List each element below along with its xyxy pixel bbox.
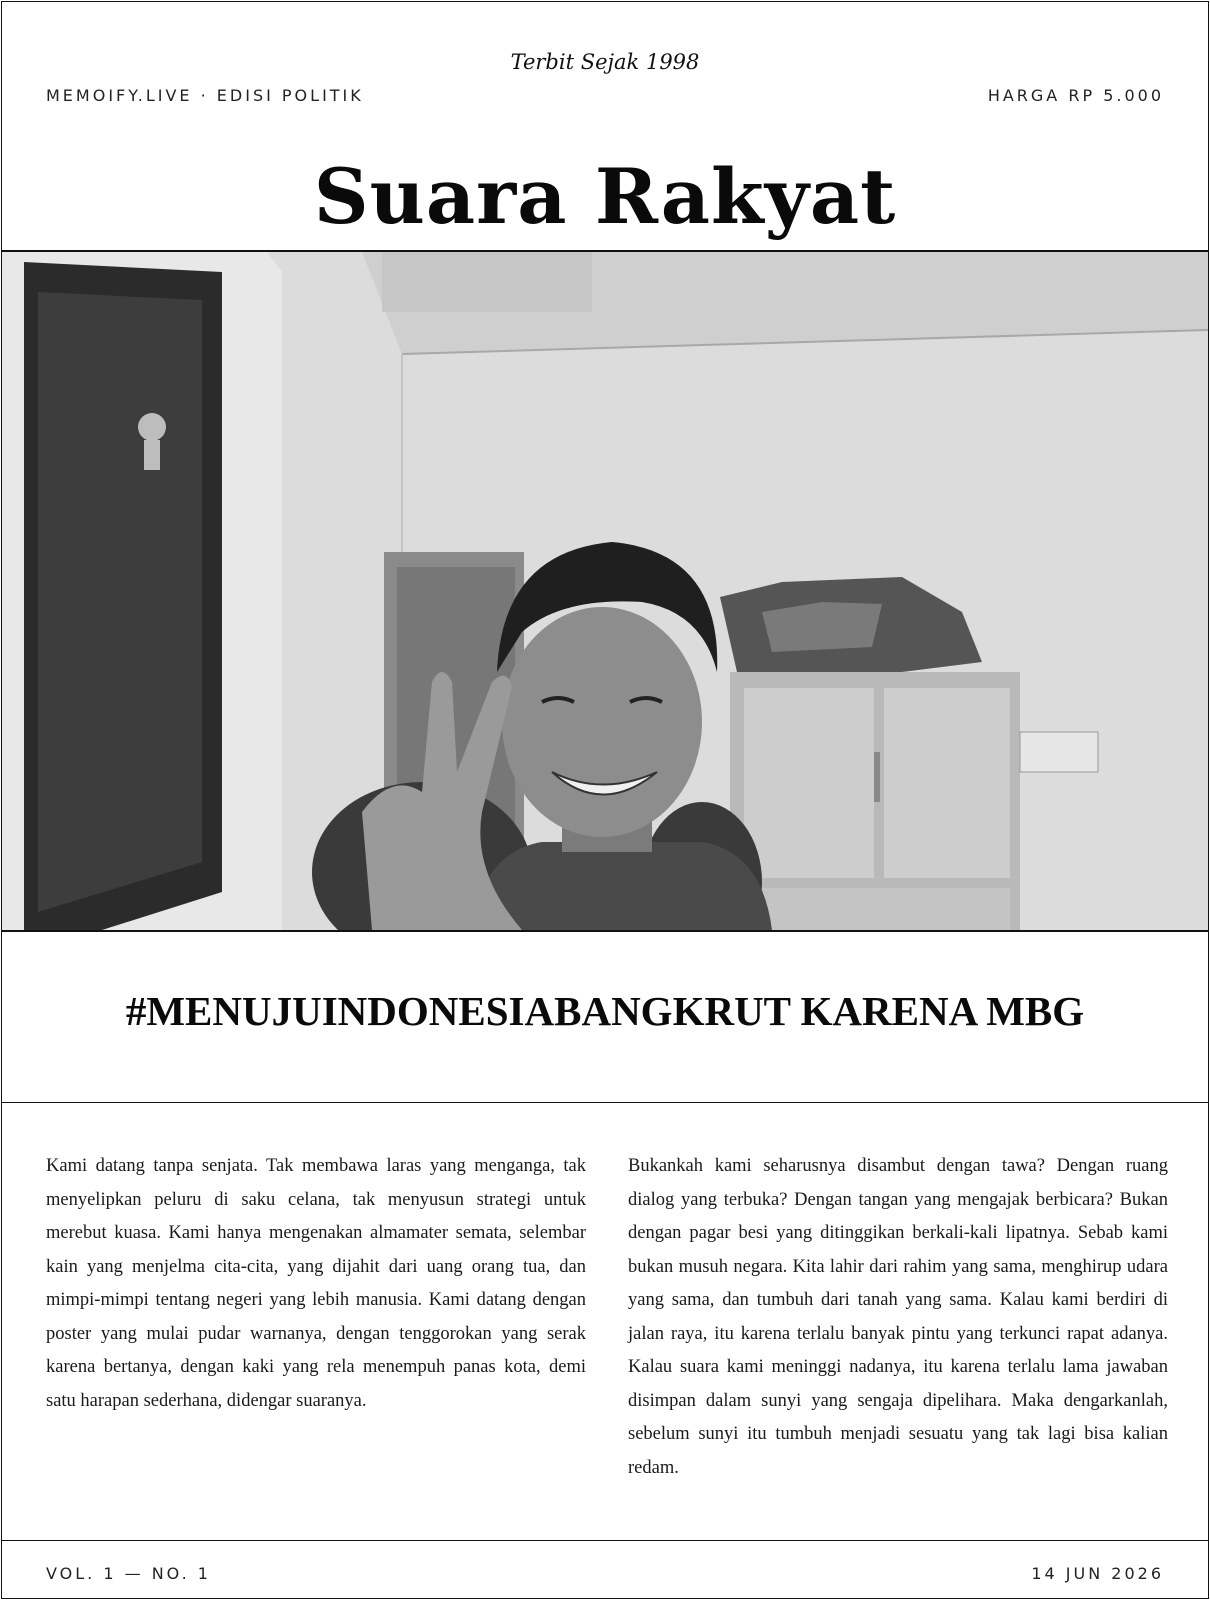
newspaper-page (1, 1, 1209, 1599)
site-edition: MEMOIFY.LIVE · EDISI POLITIK (46, 86, 364, 105)
cover-photo-illustration (2, 252, 1208, 930)
article-headline: #MENUJUINDONESIABANGKRUT KARENA MBG (125, 988, 1085, 1034)
price: HARGA RP 5.000 (987, 86, 1164, 105)
article-column-right: Bukankah kami seharusnya disambut dengan tawa? Dengan ruang dialog yang terbuka? Dengan tangan yang mengajak berbicara? Bukan dengan pagar besi yang ditinggikan berkali-kali lipatnya. Sebab kami bukan musuh negara. Kita lahir dari rahim yang sama, menghirup udara yang sama, dan tumbuh dari tanah yang sama. Kalau kami berdiri di jalan raya, itu karena terlalu banyak pintu yang terkunci rapat adanya. Kalau suara kami meninggi nadanya, itu karena terlalu lama jawaban disimpan dalam sunyi yang sengaja dipelihara. Maka dengarkanlah, sebelum sunyi itu tumbuh menjadi sesuatu yang tak lagi bisa kalian redam. (628, 1156, 1168, 1478)
volume-number: VOL. 1 — NO. 1 (46, 1564, 211, 1583)
cover-photo (2, 250, 1208, 932)
masthead-title: Suara Rakyat (313, 152, 897, 241)
article-column-left: Kami datang tanpa senjata. Tak membawa laras yang menganga, tak menyelipkan peluru di saku celana, tak menyusun strategi untuk merebut kuasa. Kami hanya mengenakan almamater semata, selembar kain yang menjelma cita-cita, yang dijahit dari uang orang tua, dan mimpi-mimpi tentang negeri yang lebih manusia. Kami datang dengan poster yang mulai pudar warnanya, dengan tenggorokan yang serak karena bertanya, dengan kaki yang rela menempuh panas kota, demi satu harapan sederhana, didengar suaranya. (46, 1156, 586, 1411)
tagline: Terbit Sejak 1998 (510, 50, 700, 74)
issue-date: 14 JUN 2026 (1031, 1564, 1164, 1583)
divider (2, 1102, 1208, 1103)
divider (2, 1540, 1208, 1541)
